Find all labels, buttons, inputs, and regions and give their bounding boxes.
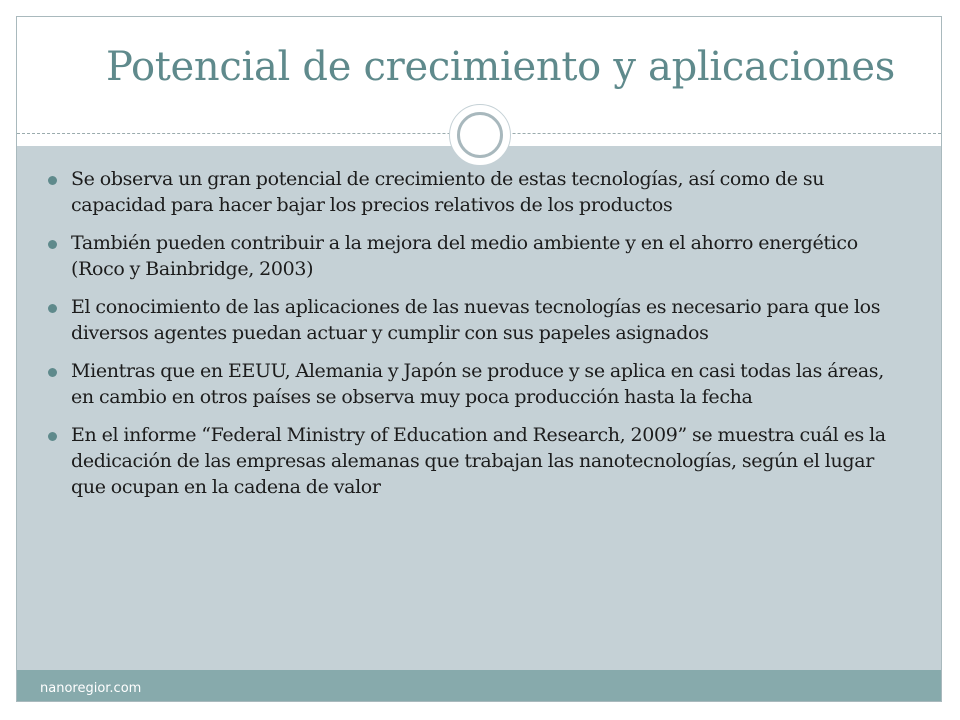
bullet-dot-icon [48, 432, 57, 441]
bullet-text: Mientras que en EEUU, Alemania y Japón se produce y se aplica en casi todas las áreas, en cambio en otros países se observa muy poca producción hasta la fecha [71, 360, 884, 408]
footer-bar [17, 670, 941, 701]
slide-title: Potencial de crecimiento y aplicaciones [106, 44, 895, 90]
bullet-dot-icon [48, 176, 57, 185]
bullet-dot-icon [48, 368, 57, 377]
bullet-dot-icon [48, 304, 57, 313]
bullet-text: También pueden contribuir a la mejora del medio ambiente y en el ahorro energético (Roco y Bainbridge, 2003) [71, 232, 858, 280]
bullet-text: El conocimiento de las aplicaciones de las nuevas tecnologías es necesario para que los diversos agentes puedan actuar y cumplir con sus papeles asignados [71, 296, 881, 344]
footer-source: nanoregior.com [40, 681, 142, 696]
bullet-text: En el informe “Federal Ministry of Education and Research, 2009” se muestra cuál es la dedicación de las empresas alemanas que trabajan las nanotecnologías, según el lugar que ocupan en la cadena de valor [71, 424, 886, 498]
bullet-item [48, 166, 908, 218]
bullet-item [48, 294, 908, 346]
bullet-item [48, 422, 908, 500]
bullet-dot-icon [48, 240, 57, 249]
bullet-item [48, 358, 908, 410]
bullet-list [48, 166, 908, 512]
bullet-text: Se observa un gran potencial de crecimiento de estas tecnologías, así como de su capacidad para hacer bajar los precios relativos de los productos [71, 168, 825, 216]
bullet-item [48, 230, 908, 282]
circle-ornament-ring [457, 112, 503, 158]
